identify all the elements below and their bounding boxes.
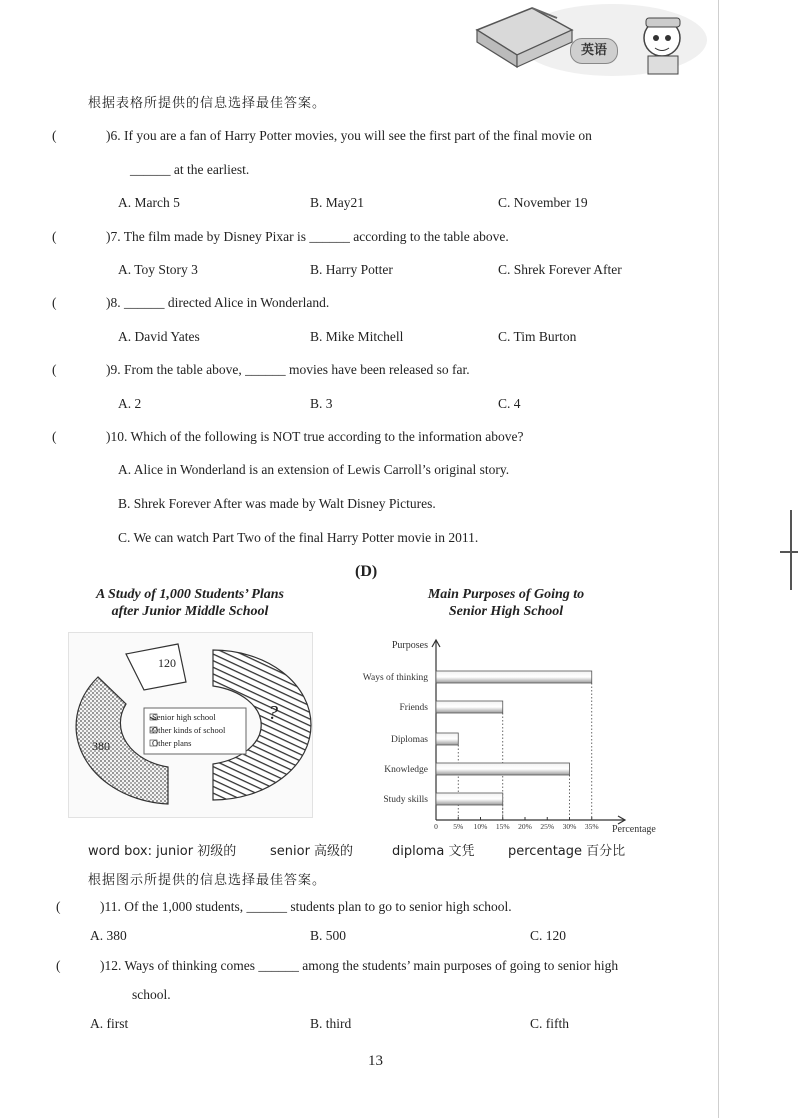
x-tick-label: 35% [584, 822, 599, 831]
legend-item: Other kinds of school [152, 725, 226, 735]
word-box-item: word box: junior 初级的 [88, 844, 237, 859]
x-tick-label: 25% [540, 822, 555, 831]
option: B. 3 [310, 396, 333, 411]
header-decoration [462, 0, 712, 82]
option: A. Alice in Wonderland is an extension of Lewis Carroll’s original story. [118, 462, 510, 477]
option: A. 2 [118, 396, 142, 411]
x-tick-label: 10% [473, 822, 488, 831]
page-number: 13 [368, 1053, 383, 1069]
x-axis-label: Percentage [612, 824, 656, 835]
left-figure-title-line1: A Study of 1,000 Students’ Plans [95, 587, 284, 602]
question-8: )8. ______ directed Alice in Wonderland. [106, 295, 330, 310]
page-edge-line [718, 0, 719, 1118]
question-10: )10. Which of the following is NOT true according to the information above? [106, 429, 524, 444]
option: C. Tim Burton [498, 329, 577, 344]
chart-title-line1: Main Purposes of Going to [427, 587, 585, 602]
option: C. fifth [530, 1016, 569, 1031]
x-tick-label: 5% [453, 822, 464, 831]
chart-title [388, 586, 624, 620]
section-label: (D) [355, 563, 378, 580]
answer-bracket: ( [52, 128, 57, 143]
answer-bracket: ( [56, 958, 61, 973]
x-tick-label: 15% [495, 822, 510, 831]
bar [436, 701, 503, 713]
label-unknown: ? [268, 702, 278, 724]
answer-bracket: ( [56, 899, 61, 914]
question-6: )6. If you are a fan of Harry Potter movies, you will see the first part of the final movie on [106, 128, 592, 143]
question-12: )12. Ways of thinking comes ______ among the students’ main purposes of going to senior high [100, 958, 619, 973]
instruction-table: 根据表格所提供的信息选择最佳答案。 [88, 96, 327, 111]
left-figure-title [60, 586, 320, 620]
subject-badge: 英语 [570, 38, 618, 64]
option: B. Harry Potter [310, 262, 393, 277]
question-12-cont: school. [132, 987, 171, 1002]
x-tick-label: 0 [434, 822, 438, 831]
label-120: 120 [158, 656, 176, 670]
bar [436, 763, 570, 775]
option: A. David Yates [118, 329, 200, 344]
x-tick-label: 20% [518, 822, 532, 831]
answer-bracket: ( [52, 429, 57, 444]
chart-title-line2: Senior High School [448, 604, 564, 619]
option: C. November 19 [498, 195, 588, 210]
bar-chart [340, 630, 680, 836]
legend-text [152, 711, 225, 750]
bar [436, 733, 458, 745]
instruction-figure: 根据图示所提供的信息选择最佳答案。 [88, 873, 327, 888]
bar [436, 793, 503, 805]
option: B. May21 [310, 195, 364, 210]
legend-item: Other plans [152, 738, 192, 748]
binding-mark-tick [780, 551, 798, 553]
category-label: Knowledge [384, 765, 428, 775]
option: B. Mike Mitchell [310, 329, 404, 344]
word-box-item: percentage 百分比 [508, 844, 626, 859]
option: A. March 5 [118, 195, 180, 210]
word-box-item: diploma 文凭 [392, 844, 475, 859]
legend-item: Senior high school [152, 712, 216, 722]
binding-mark [790, 510, 792, 590]
x-tick-label: 30% [562, 822, 577, 831]
question-6-cont: ______ at the earliest. [130, 162, 250, 177]
word-box-item: senior 高级的 [270, 844, 354, 859]
option: C. 4 [498, 396, 521, 411]
option: B. Shrek Forever After was made by Walt Disney Pictures. [118, 496, 436, 511]
ring-diagram [68, 632, 313, 818]
option: B. third [310, 1016, 352, 1031]
bar-chart-svg [340, 630, 680, 836]
category-label: Friends [399, 703, 428, 713]
label-380: 380 [92, 739, 110, 753]
category-label: Ways of thinking [362, 673, 428, 683]
question-11: )11. Of the 1,000 students, ______ students plan to go to senior high school. [100, 899, 512, 914]
option: B. 500 [310, 928, 347, 943]
category-label: Diplomas [391, 735, 428, 745]
option: A. first [90, 1016, 129, 1031]
y-axis-label: Purposes [391, 640, 428, 651]
option: C. We can watch Part Two of the final Harry Potter movie in 2011. [118, 530, 479, 545]
option: C. Shrek Forever After [498, 262, 622, 277]
option: C. 120 [530, 928, 567, 943]
question-7: )7. The film made by Disney Pixar is ______ according to the table above. [106, 229, 509, 244]
answer-bracket: ( [52, 229, 57, 244]
answer-bracket: ( [52, 295, 57, 310]
question-9: )9. From the table above, ______ movies have been released so far. [106, 362, 470, 377]
option: A. Toy Story 3 [118, 262, 198, 277]
left-figure-title-line2: after Junior Middle School [111, 604, 269, 619]
option: A. 380 [90, 928, 127, 943]
category-label: Study skills [383, 795, 428, 805]
answer-bracket: ( [52, 362, 57, 377]
word-box [88, 840, 236, 859]
bar [436, 671, 592, 683]
